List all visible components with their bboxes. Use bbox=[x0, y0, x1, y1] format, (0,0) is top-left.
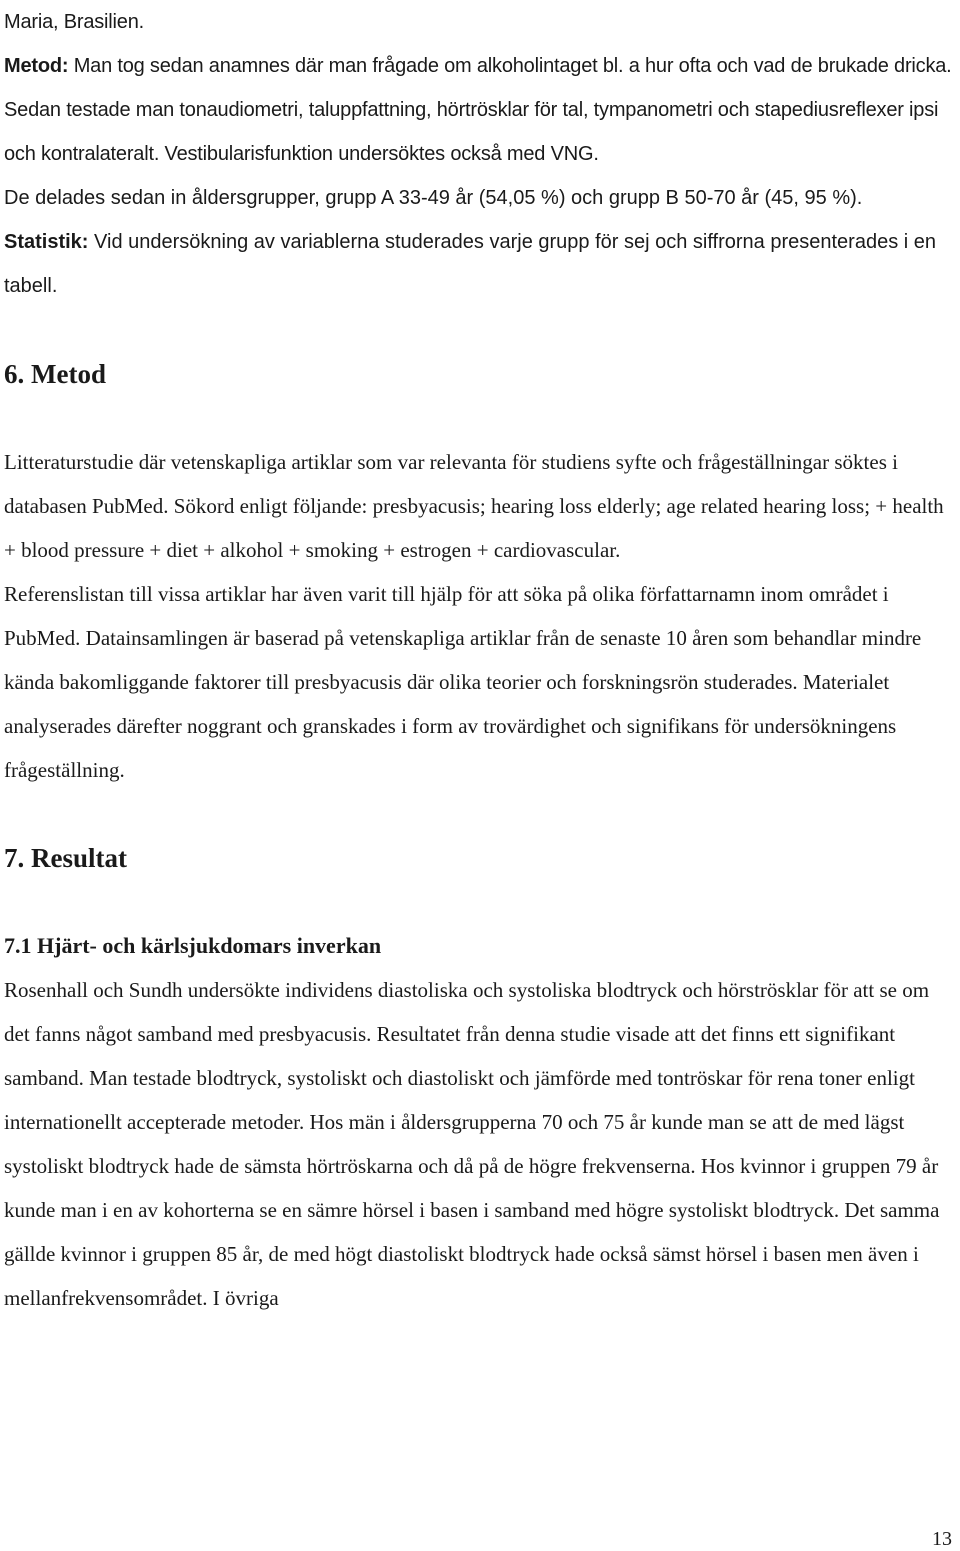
spacer bbox=[4, 308, 958, 352]
spacer bbox=[4, 880, 958, 924]
intro-country-text: Maria, Brasilien. bbox=[4, 11, 144, 33]
intro-line bbox=[4, 0, 958, 44]
groups-text: De delades sedan in åldersgrupper, grupp A 33-49 år (54,05 %) och grupp B 50-70 år (45, 95 %). bbox=[4, 187, 863, 209]
metod-text: Man tog sedan anamnes där man frågade om alkoholintaget bl. a hur ofta och vad de brukade dricka. Sedan testade man tonaudiometri, taluppfattning, hörtrösklar för tal, tympanometri och stapediusreflexer ipsi och kontralateralt. Vestibularisfunktion undersöktes också med VNG. bbox=[4, 55, 952, 165]
subsection-heading: 7.1 Hjärt- och kärlsjukdomars inverkan bbox=[4, 933, 382, 958]
metod-label: Metod: bbox=[4, 55, 69, 77]
section-heading-resultat: 7. Resultat bbox=[4, 843, 127, 873]
document-page bbox=[4, 0, 958, 1320]
spacer bbox=[4, 792, 958, 836]
statistik-text: Vid undersökning av variablerna studerades varje grupp för sej och siffrorna presenterades i en tabell. bbox=[4, 231, 937, 297]
section-heading-metod: 6. Metod bbox=[4, 359, 106, 389]
page-number: 13 bbox=[932, 1528, 952, 1550]
spacer bbox=[4, 396, 958, 440]
groups-paragraph bbox=[4, 176, 958, 220]
resultat-body-paragraph: Rosenhall och Sundh undersökte individens diastoliska och systoliska blodtryck och hörströsklar för att se om det fanns något samband med presbyacusis. Resultatet från denna studie visade att det finns ett signifikant samband. Man testade blodtryck, systoliskt och diastoliskt och jämförde med tontröskar för rena toner enligt internationellt accepterade metoder. Hos män i åldersgrupperna 70 och 75 år kunde man se att de med lägst systoliskt blodtryck hade de sämsta hörtröskarna och då på de högre frekvenserna. Hos kvinnor i gruppen 79 år kunde man i en av kohorterna se en sämre hörsel i basen i samband med högre systoliskt blodtryck. Det samma gällde kvinnor i gruppen 85 år, de med högt diastoliskt blodtryck hade också sämst hörsel i basen men även i mellanfrekvensområdet. I övriga bbox=[4, 978, 940, 1310]
metod-paragraph bbox=[4, 44, 958, 176]
statistik-paragraph bbox=[4, 220, 958, 308]
metod-body-paragraph-2: Referenslistan till vissa artiklar har även varit till hjälp för att söka på olika författarnamn inom området i PubMed. Datainsamlingen är baserad på vetenskapliga artiklar från de senaste 10 åren som behandlar mindre kända bakomliggande faktorer till presbyacusis där olika teorier och forskningsrön studerades. Materialet analyserades därefter noggrant och granskades i form av trovärdighet och signifikans för undersökningens frågeställning. bbox=[4, 582, 922, 782]
statistik-label: Statistik: bbox=[4, 231, 89, 253]
metod-body-paragraph-1: Litteraturstudie där vetenskapliga artiklar som var relevanta för studiens syfte och frågeställningar söktes i databasen PubMed. Sökord enligt följande: presbyacusis; hearing loss elderly; age related hearing loss; + health + blood pressure + diet + alkohol + smoking + estrogen + cardiovascular. bbox=[4, 450, 944, 562]
